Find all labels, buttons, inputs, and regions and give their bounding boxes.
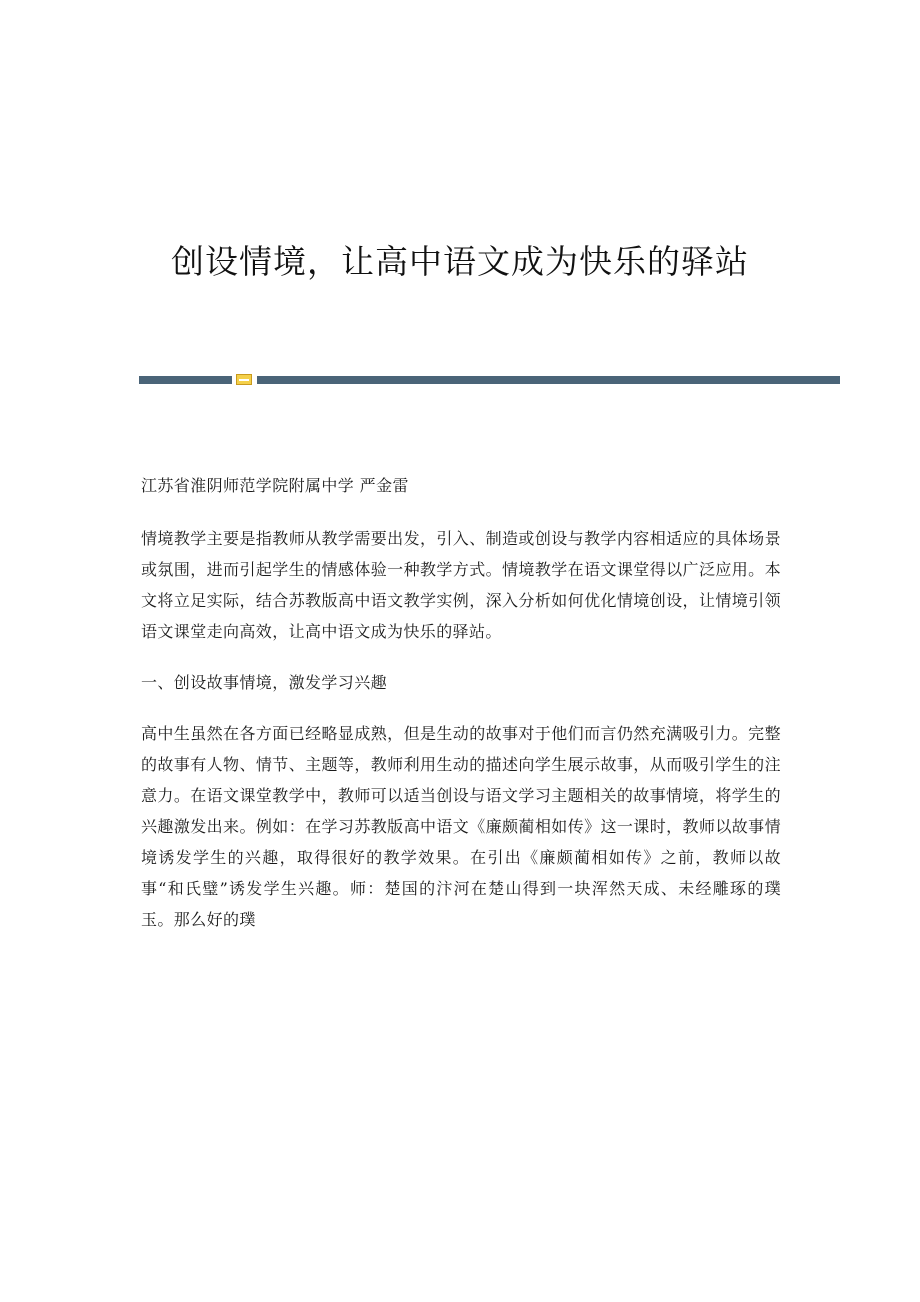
document-title: 创设情境，让高中语文成为快乐的驿站 [171,242,749,282]
author-line: 江苏省淮阴师范学院附属中学 严金雷 [141,476,409,495]
divider-marker-icon [236,374,252,385]
paragraph-intro: 情境教学主要是指教师从教学需要出发，引入、制造或创设与教学内容相适应的具体场景或氛围，进而引起学生的情感体验一种教学方式。情境教学在语文课堂得以广泛应用。本文将立足实际，结合苏教版高中语文教学实例，深入分析如何优化情境创设，让情境引领语文课堂走向高效，让高中语文成为快乐的驿站。 [141,529,781,641]
divider-bar-left [139,376,232,384]
section-heading: 一、创设故事情境，激发学习兴趣 [141,673,388,692]
divider-bar-right [257,376,840,384]
document-body [141,470,781,955]
title-divider [139,373,840,387]
paragraph-body: 高中生虽然在各方面已经略显成熟，但是生动的故事对于他们而言仍然充满吸引力。完整的故事有人物、情节、主题等，教师利用生动的描述向学生展示故事，从而吸引学生的注意力。在语文课堂教学中，教师可以适当创设与语文学习主题相关的故事情境，将学生的兴趣激发出来。例如：在学习苏教版高中语文《廉颇蔺相如传》这一课时，教师以故事情境诱发学生的兴趣，取得很好的教学效果。在引出《廉颇蔺相如传》之前，教师以故事“和氏璧”诱发学生兴趣。师：楚国的汴河在楚山得到一块浑然天成、未经雕琢的璞玉。那么好的璞 [141,724,781,929]
